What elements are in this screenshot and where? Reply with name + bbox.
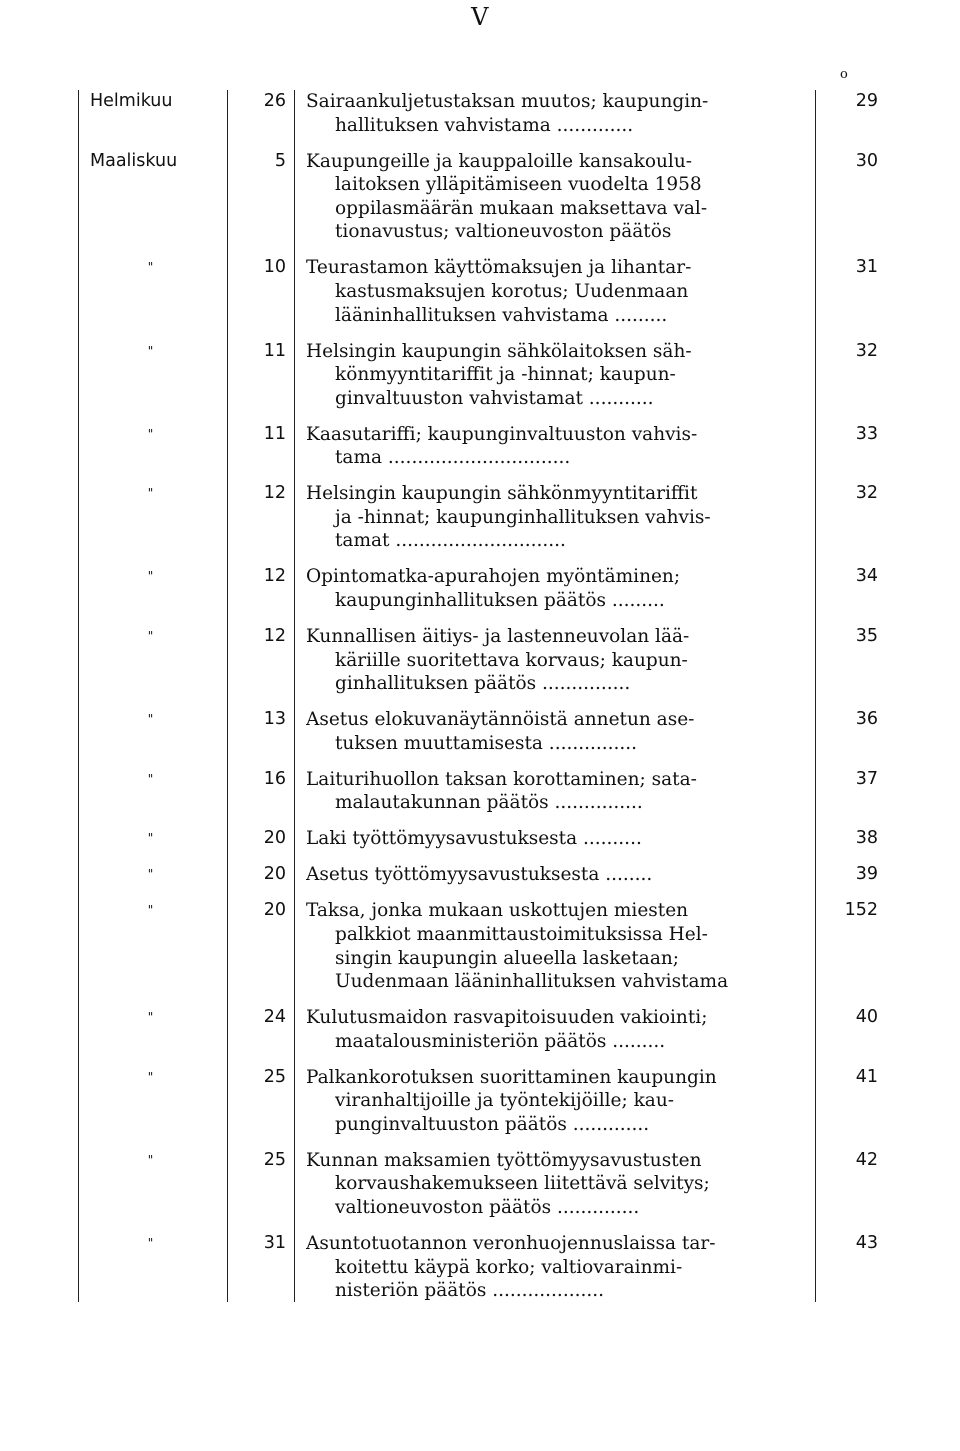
toc-row <box>78 482 890 553</box>
description-line: laitoksen ylläpitämiseen vuodelta 1958 <box>335 174 702 196</box>
column-rule-day-description <box>294 90 295 1302</box>
description-line: nisteriön päätös ................... <box>335 1280 604 1302</box>
day-number: 20 <box>263 828 286 849</box>
column-rule-description-page <box>815 90 816 1302</box>
day-number: 12 <box>263 483 286 504</box>
margin-mark: o <box>840 67 848 82</box>
ditto-mark: " <box>147 831 154 846</box>
description-line: kastusmaksujen korotus; Uudenmaan <box>335 280 689 302</box>
entry-description <box>294 565 815 612</box>
description-line: koitettu käypä korko; valtiovarainmi- <box>335 1256 683 1278</box>
description-line: Kunnan maksamien työttömyysavustusten <box>306 1149 702 1171</box>
description-line: ginhallituksen päätös ............... <box>335 673 631 695</box>
description-line: maatalousministeriön päätös ......... <box>335 1030 666 1052</box>
column-rule-month-day <box>227 90 228 1302</box>
description-line: Taksa, jonka mukaan uskottujen miesten <box>306 900 689 922</box>
description-line: Palkankorotuksen suorittaminen kaupungin <box>306 1066 717 1088</box>
toc-rows <box>78 90 890 1303</box>
toc-row <box>78 1066 890 1137</box>
toc-row <box>78 565 890 612</box>
description-line: Asetus työttömyysavustuksesta ........ <box>306 864 653 886</box>
ditto-mark: " <box>147 1069 154 1084</box>
day-number: 12 <box>263 566 286 587</box>
description-line: ja -hinnat; kaupunginhallituksen vahvis- <box>335 506 711 528</box>
description-line: Asuntotuotannon veronhuojennuslaissa tar- <box>306 1233 716 1254</box>
ditto-mark: " <box>147 867 154 882</box>
description-line: Kaasutariffi; kaupunginvaltuuston vahvis- <box>306 423 698 445</box>
description-line: Teurastamon käyttömaksujen ja lihantar- <box>306 257 692 279</box>
entry-description <box>294 150 815 244</box>
entry-description <box>294 90 815 137</box>
page-number: 43 <box>855 1233 878 1253</box>
ditto-mark: " <box>147 1236 154 1250</box>
description-line: Helsingin kaupungin sähkölaitoksen säh- <box>306 340 692 362</box>
entry-description <box>294 708 815 755</box>
ditto-mark: " <box>147 426 154 441</box>
page-number: 34 <box>855 566 878 587</box>
ditto-mark: " <box>147 343 154 358</box>
description-line: oppilasmäärän mukaan maksettava val- <box>335 197 708 219</box>
ditto-mark: " <box>147 486 154 501</box>
description-line: hallituksen vahvistama ............. <box>335 114 634 136</box>
ditto-mark: " <box>147 569 154 584</box>
toc-row <box>78 90 890 137</box>
toc-row <box>78 863 890 887</box>
toc-row <box>78 340 890 411</box>
description-line: viranhaltijoille ja työntekijöille; kau- <box>335 1090 675 1112</box>
description-line: Asetus elokuvanäytännöistä annetun ase- <box>306 709 695 731</box>
day-number: 26 <box>263 91 286 111</box>
toc-row <box>78 423 890 470</box>
day-number: 16 <box>263 768 286 789</box>
page-number: 31 <box>855 257 878 278</box>
page-number: 38 <box>855 828 878 849</box>
page-number: 37 <box>855 768 878 789</box>
description-line: singin kaupungin alueella lasketaan; <box>335 947 680 969</box>
description-line: korvaushakemukseen liitettävä selvitys; <box>335 1173 710 1195</box>
description-line: tama ............................... <box>335 447 571 469</box>
ditto-mark: " <box>147 903 154 918</box>
page-number: 30 <box>855 150 878 171</box>
description-line: punginvaltuuston päätös ............. <box>335 1113 650 1135</box>
description-line: tionavustus; valtioneuvoston päätös <box>335 221 672 243</box>
entry-description <box>294 768 815 815</box>
page-number: 35 <box>855 626 878 647</box>
ditto-mark: " <box>147 1010 154 1025</box>
page-number: 29 <box>855 91 878 111</box>
toc-row <box>78 1232 890 1303</box>
day-number: 20 <box>263 864 286 885</box>
description-line: Uudenmaan lääninhallituksen vahvistama <box>335 971 729 993</box>
day-number: 11 <box>263 423 286 444</box>
day-number: 12 <box>263 626 286 647</box>
toc-row <box>78 899 890 993</box>
description-line: lääninhallituksen vahvistama ......... <box>335 304 668 326</box>
ditto-mark: " <box>147 771 154 786</box>
page-number: 41 <box>855 1066 878 1087</box>
ditto-mark: " <box>147 712 154 727</box>
toc-row <box>78 768 890 815</box>
page-number: 42 <box>855 1149 878 1170</box>
page-number: 40 <box>855 1007 878 1028</box>
description-line: valtioneuvoston päätös .............. <box>335 1197 640 1219</box>
description-line: palkkiot maanmittaustoimituksissa Hel- <box>335 923 708 945</box>
description-line: tamat ............................. <box>335 530 566 552</box>
description-line: Sairaankuljetustaksan muutos; kaupungin- <box>306 91 709 112</box>
description-line: käriille suoritettava korvaus; kaupun- <box>335 649 688 671</box>
toc-row <box>78 150 890 244</box>
page-number: 152 <box>844 900 878 921</box>
day-number: 13 <box>263 709 286 730</box>
entry-description <box>294 340 815 411</box>
description-line: könmyyntitariffit ja -hinnat; kaupun- <box>335 364 676 386</box>
toc-row <box>78 827 890 851</box>
entry-description <box>294 1149 815 1220</box>
page-number: 33 <box>855 423 878 444</box>
page-number: 32 <box>855 340 878 361</box>
description-line: Helsingin kaupungin sähkönmyyntitariffit <box>306 483 698 505</box>
day-number: 5 <box>274 150 286 171</box>
description-line: Opintomatka-apurahojen myöntäminen; <box>306 566 681 588</box>
description-line: tuksen muuttamisesta ............... <box>335 732 638 754</box>
day-number: 25 <box>263 1066 286 1087</box>
day-number: 20 <box>263 900 286 921</box>
day-number: 10 <box>263 257 286 278</box>
entry-description <box>294 423 815 470</box>
toc-row <box>78 708 890 755</box>
description-line: Kulutusmaidon rasvapitoisuuden vakiointi; <box>306 1007 708 1029</box>
day-number: 24 <box>263 1007 286 1028</box>
entry-description <box>294 1006 815 1053</box>
page-number: 32 <box>855 483 878 504</box>
entry-description <box>294 899 815 993</box>
day-number: 31 <box>263 1233 286 1253</box>
description-line: Laki työttömyysavustuksesta .......... <box>306 828 642 850</box>
entry-description <box>294 863 815 887</box>
ditto-mark: " <box>147 629 154 644</box>
description-line: malautakunnan päätös ............... <box>335 792 643 814</box>
column-rule-left <box>78 90 79 1302</box>
toc-row <box>78 256 890 327</box>
ditto-mark: " <box>147 260 154 275</box>
entry-description <box>294 625 815 696</box>
page-number: 36 <box>855 709 878 730</box>
entry-description <box>294 482 815 553</box>
toc-row <box>78 1149 890 1220</box>
entry-description <box>294 1232 815 1303</box>
page-number: 39 <box>855 864 878 885</box>
day-number: 11 <box>263 340 286 361</box>
description-line: ginvaltuuston vahvistamat ........... <box>335 387 654 409</box>
month-label: Maaliskuu <box>90 150 178 171</box>
day-number: 25 <box>263 1149 286 1170</box>
description-line: Kunnallisen äitiys- ja lastenneuvolan lää- <box>306 626 690 648</box>
toc-row <box>78 625 890 696</box>
page-number-header: V <box>471 3 489 31</box>
entry-description <box>294 827 815 851</box>
description-line: Laiturihuollon taksan korottaminen; sata- <box>306 768 697 790</box>
entry-description <box>294 256 815 327</box>
toc-row <box>78 1006 890 1053</box>
description-line: Kaupungeille ja kauppaloille kansakoulu- <box>306 150 692 172</box>
ditto-mark: " <box>147 1152 154 1167</box>
entry-description <box>294 1066 815 1137</box>
description-line: kaupunginhallituksen päätös ......... <box>335 590 665 612</box>
table-of-contents <box>78 90 890 1302</box>
month-label: Helmikuu <box>90 91 173 111</box>
